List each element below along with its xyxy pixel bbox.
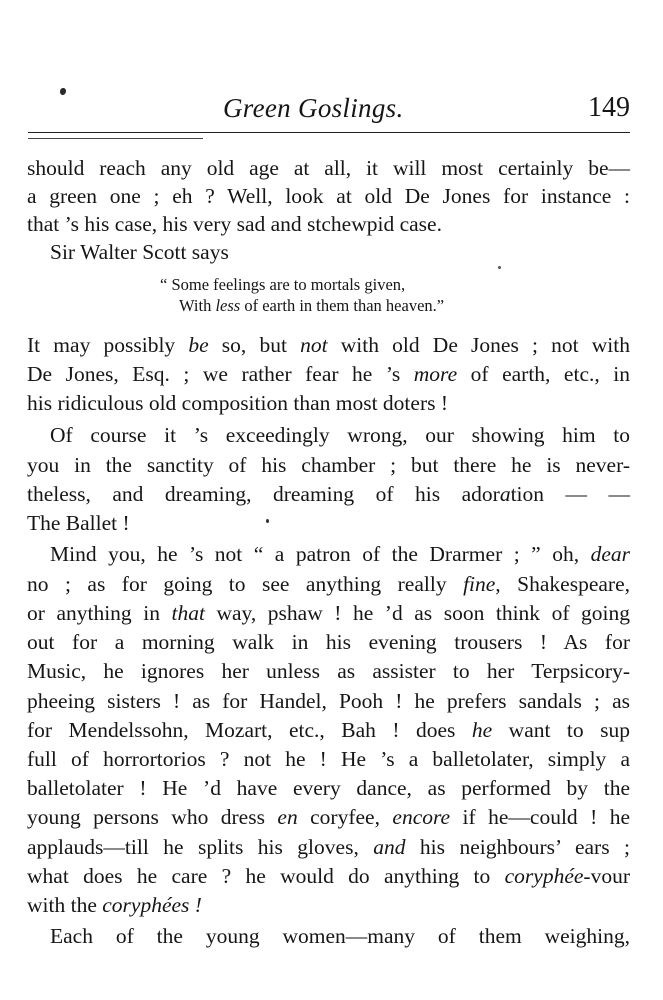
text-line: [27, 803, 630, 831]
header-rule: [28, 132, 630, 133]
text-line: [27, 745, 630, 773]
italic-text: dear: [590, 542, 630, 566]
text-segment: It may possibly: [27, 333, 189, 357]
text-segment: his ridiculous old composition than most doters !: [27, 391, 449, 415]
text-segment: so, but: [208, 333, 301, 357]
text-segment: of earth, etc., in: [457, 362, 630, 386]
italic-text: and: [373, 835, 406, 859]
text-segment: -vour: [583, 864, 630, 888]
italic-text: coryphée: [504, 864, 584, 888]
text-segment: De Jones, Esq. ; we rather fear he ’s: [27, 362, 414, 386]
text-segment: his neighbours’ ears ;: [405, 835, 630, 859]
ink-speck: [498, 266, 501, 269]
page-number: 149: [588, 92, 630, 123]
italic-text: fine,: [463, 572, 501, 596]
text-line: [27, 210, 630, 238]
text-segment: way, pshaw ! he ’d as soon think of going: [204, 601, 631, 625]
text-segment: if he—could ! he: [450, 805, 630, 829]
text-segment: a green one ; eh ? Well, look at old De Jones for instance :: [27, 184, 630, 208]
text-segment: Of course it ’s exceedingly wrong, our showing him to: [50, 423, 630, 447]
text-line: [27, 657, 630, 685]
text-segment: young persons who dress: [27, 805, 278, 829]
text-segment: Sir Walter Scott says: [50, 240, 229, 264]
text-segment: with old De Jones ; not with: [327, 333, 631, 357]
text-segment: that ’s his case, his very sad and stchewpid case.: [27, 212, 442, 236]
text-segment: out for a morning walk in his evening trousers ! As for: [27, 630, 630, 654]
italic-text: he: [471, 718, 493, 742]
quote-line: [160, 274, 405, 296]
text-segment: should reach any old age at all, it will most certainly be—: [27, 156, 630, 180]
text-segment: Shakespeare,: [500, 572, 630, 596]
text-segment: tion — —: [510, 482, 630, 506]
text-line: [27, 833, 630, 861]
italic-text: that: [171, 601, 205, 625]
text-segment: no ; as for going to see anything really: [27, 572, 464, 596]
italic-text: be: [188, 333, 209, 357]
text-line: [27, 451, 630, 479]
text-segment: want to sup: [492, 718, 630, 742]
italic-text: not: [300, 333, 328, 357]
text-segment: theless, and dreaming, dreaming of his ador: [27, 482, 500, 506]
text-segment: applauds—till he splits his gloves,: [27, 835, 374, 859]
text-segment: full of horrortorios ? not he ! He ’s a balletolater, simply a: [27, 747, 630, 771]
text-segment: Music, he ignores her unless as assister to her Terpsicory-: [27, 659, 630, 683]
text-line: [27, 360, 630, 388]
text-segment: what does he care ? he would do anything to: [27, 864, 505, 888]
text-line: [27, 154, 630, 182]
italic-text: less: [215, 296, 241, 315]
text-line: [50, 238, 630, 266]
text-line: [27, 331, 630, 359]
quote-line: [179, 295, 444, 317]
text-segment: you in the sanctity of his chamber ; but there he is never-: [27, 453, 630, 477]
text-line: [27, 182, 630, 210]
text-line: [27, 774, 630, 802]
text-segment: with the: [27, 893, 103, 917]
text-line: [27, 509, 630, 537]
text-line: [27, 716, 630, 744]
italic-text: more: [413, 362, 458, 386]
header-rule-underline: [28, 138, 203, 139]
text-line: [27, 389, 630, 417]
text-segment: for Mendelssohn, Mozart, etc., Bah ! does: [27, 718, 472, 742]
text-segment: The Ballet !: [27, 511, 130, 535]
text-line: [27, 687, 630, 715]
text-line: [27, 480, 630, 508]
text-segment: “ Some feelings are to mortals given,: [160, 275, 406, 294]
text-segment: of earth in them than heaven.”: [240, 296, 445, 315]
text-line: [27, 628, 630, 656]
italic-text: en: [277, 805, 298, 829]
text-segment: balletolater ! He ’d have every dance, as performed by the: [27, 776, 630, 800]
text-line: [50, 540, 630, 568]
text-line: [50, 922, 630, 950]
italic-text: a: [499, 482, 511, 506]
text-segment: Each of the young women—many of them weighing,: [50, 924, 630, 948]
text-segment: coryfee,: [297, 805, 393, 829]
text-segment: or anything in: [27, 601, 172, 625]
running-title: Green Goslings.: [223, 93, 404, 123]
text-segment: pheeing sisters ! as for Handel, Pooh ! he prefers sandals ; as: [27, 689, 630, 713]
page-header: [28, 92, 630, 132]
text-segment: With: [179, 296, 216, 315]
text-segment: Mind you, he ’s not “ a patron of the Drarmer ; ” oh,: [50, 542, 591, 566]
text-line: [27, 891, 630, 919]
italic-text: encore: [392, 805, 451, 829]
text-line: [27, 570, 630, 598]
text-line: [27, 862, 630, 890]
italic-text: coryphées !: [102, 893, 202, 917]
text-line: [27, 599, 630, 627]
text-line: [50, 421, 630, 449]
